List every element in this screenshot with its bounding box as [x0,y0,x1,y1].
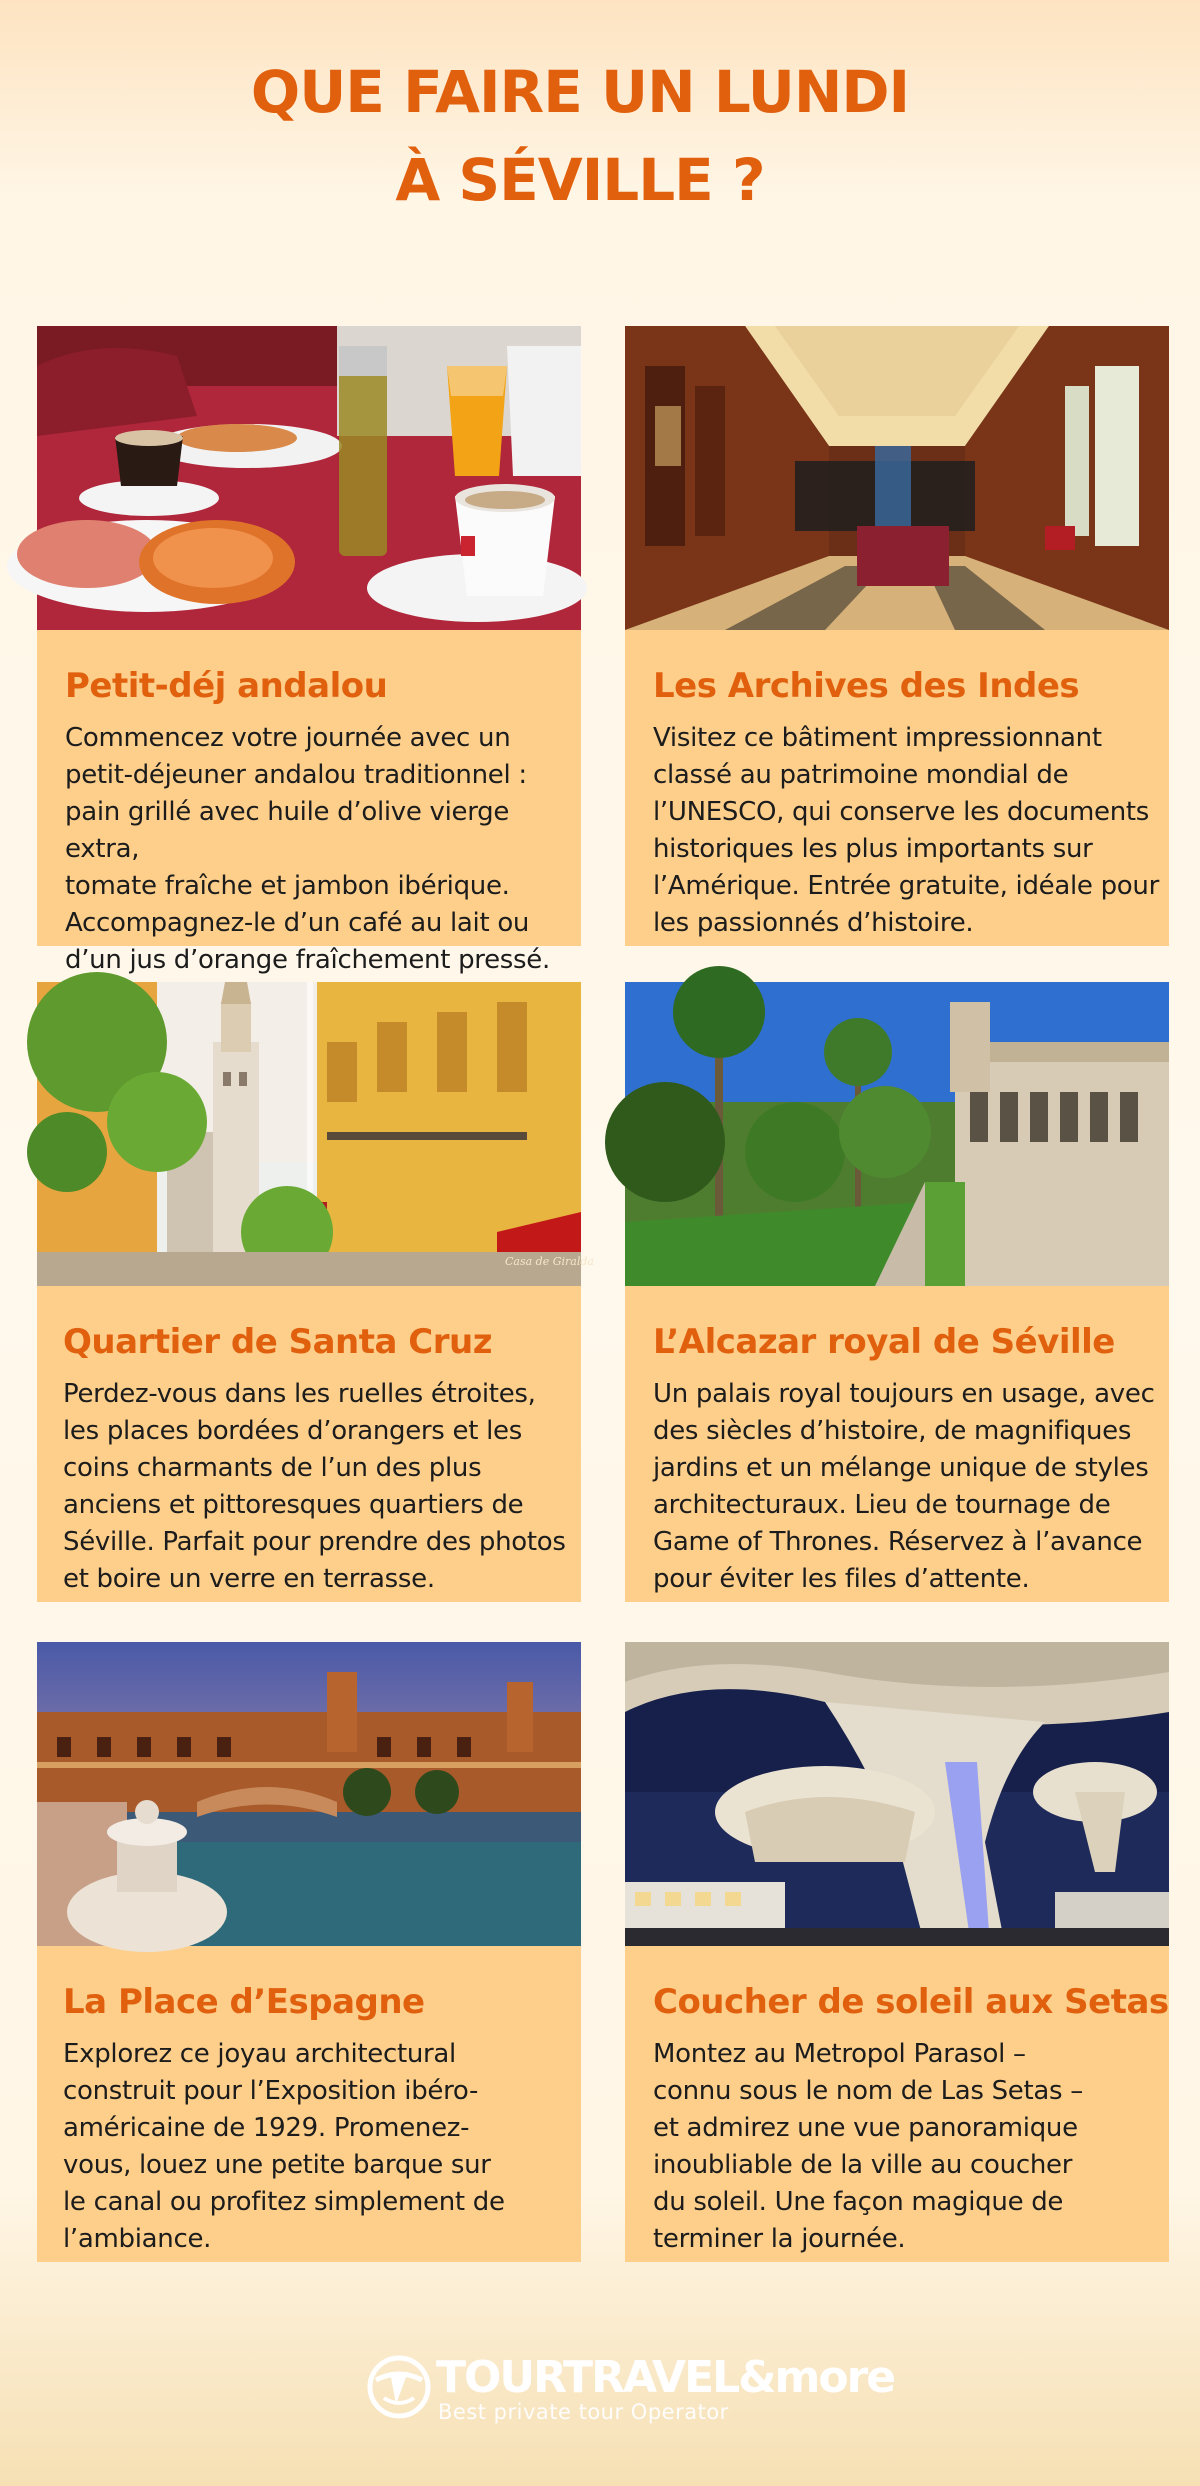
card-description [65,720,573,979]
card-text-line: anciens et pittoresques quartiers de [63,1490,524,1520]
card-text-line: américaine de 1929. Promenez- [63,2113,470,2143]
card-title: Quartier de Santa Cruz [63,1322,493,1362]
card-title: Les Archives des Indes [653,666,1080,706]
card-description [63,1376,573,1598]
card-description [653,720,1161,942]
card-text-line: Accompagnez-le d’un café au lait ou [65,908,530,938]
card-text-line: Visitez ce bâtiment impressionnant [653,723,1102,753]
santa-cruz-photo [37,982,594,1286]
page-title [0,48,1160,224]
page-title-line-1: QUE FAIRE UN LUNDI [250,58,910,126]
card-title: La Place d’Espagne [63,1982,425,2022]
card-text-line: l’Amérique. Entrée gratuite, idéale pour [653,871,1159,901]
card-description [63,2036,573,2258]
card-text-line: Séville. Parfait pour prendre des photos [63,1527,566,1557]
card-text-line: l’UNESCO, qui conserve les documents [653,797,1150,827]
card-title: Petit-déj andalou [65,666,388,706]
card-text-line: Commencez votre journée avec un [65,723,511,753]
card-text-line: pour éviter les files d’attente. [653,1564,1030,1594]
card-text-line: jardins et un mélange unique de styles [653,1453,1149,1483]
globe-logo-icon [366,2354,432,2420]
archives-photo [625,326,1169,630]
card-text-line: terminer la journée. [653,2224,906,2254]
card-text-line: historiques les plus importants sur [653,834,1093,864]
card-text-line: et boire un verre en terrasse. [63,1564,435,1594]
photo-stamp-text: Casa de Giralda [505,1255,594,1268]
card-text-line: d’un jus d’orange fraîchement pressé. [65,945,550,975]
card-text-line: architecturaux. Lieu de tournage de [653,1490,1111,1520]
activity-card-santa-cruz [37,982,594,1602]
card-text-line: les places bordées d’orangers et les [63,1416,522,1446]
card-text-line: les passionnés d’histoire. [653,908,974,938]
brand-tagline: Best private tour Operator [438,2400,729,2424]
card-text-line: pain grillé avec huile d’olive vierge extra, [65,797,510,864]
card-text-line: Perdez-vous dans les ruelles étroites, [63,1379,536,1409]
card-text-line: Montez au Metropol Parasol – [653,2039,1026,2069]
activity-card-las-setas [625,1642,1169,2262]
card-text-line: tomate fraîche et jambon ibérique. [65,871,510,901]
card-text-line: petit-déjeuner andalou traditionnel : [65,760,527,790]
card-text-line: Explorez ce joyau architectural [63,2039,456,2069]
card-text-line: Un palais royal toujours en usage, avec [653,1379,1155,1409]
alcazar-photo [625,982,1169,1286]
activity-card-archives [625,326,1169,946]
card-text-line: Game of Thrones. Réservez à l’avance [653,1527,1143,1557]
card-text-line: construit pour l’Exposition ibéro- [63,2076,479,2106]
card-text-line: du soleil. Une façon magique de [653,2187,1064,2217]
card-text-line: connu sous le nom de Las Setas – [653,2076,1083,2106]
las-setas-photo [625,1642,1169,1946]
card-title: Coucher de soleil aux Setas [653,1982,1169,2022]
card-description [653,1376,1161,1598]
card-text-line: inoubliable de la ville au coucher [653,2150,1073,2180]
card-text-line: des siècles d’histoire, de magnifiques [653,1416,1132,1446]
plaza-espana-photo [37,1642,581,1946]
card-text-line: vous, louez une petite barque sur [63,2150,491,2180]
card-text-line: coins charmants de l’un des plus [63,1453,482,1483]
card-text-line: l’ambiance. [63,2224,212,2254]
breakfast-photo [37,326,581,630]
card-text-line: classé au patrimoine mondial de [653,760,1069,790]
brand-logo [366,2352,895,2424]
brand-name: TOURTRAVEL&more [436,2352,895,2403]
card-text-line: le canal ou profitez simplement de [63,2187,505,2217]
activity-card-breakfast [37,326,581,975]
card-description [653,2036,1161,2258]
page-title-line-2: À SÉVILLE ? [395,146,765,214]
activity-card-plaza-espana [37,1642,581,2262]
activity-card-alcazar [625,982,1169,1602]
card-title: L’Alcazar royal de Séville [653,1322,1115,1362]
card-text-line: et admirez une vue panoramique [653,2113,1078,2143]
